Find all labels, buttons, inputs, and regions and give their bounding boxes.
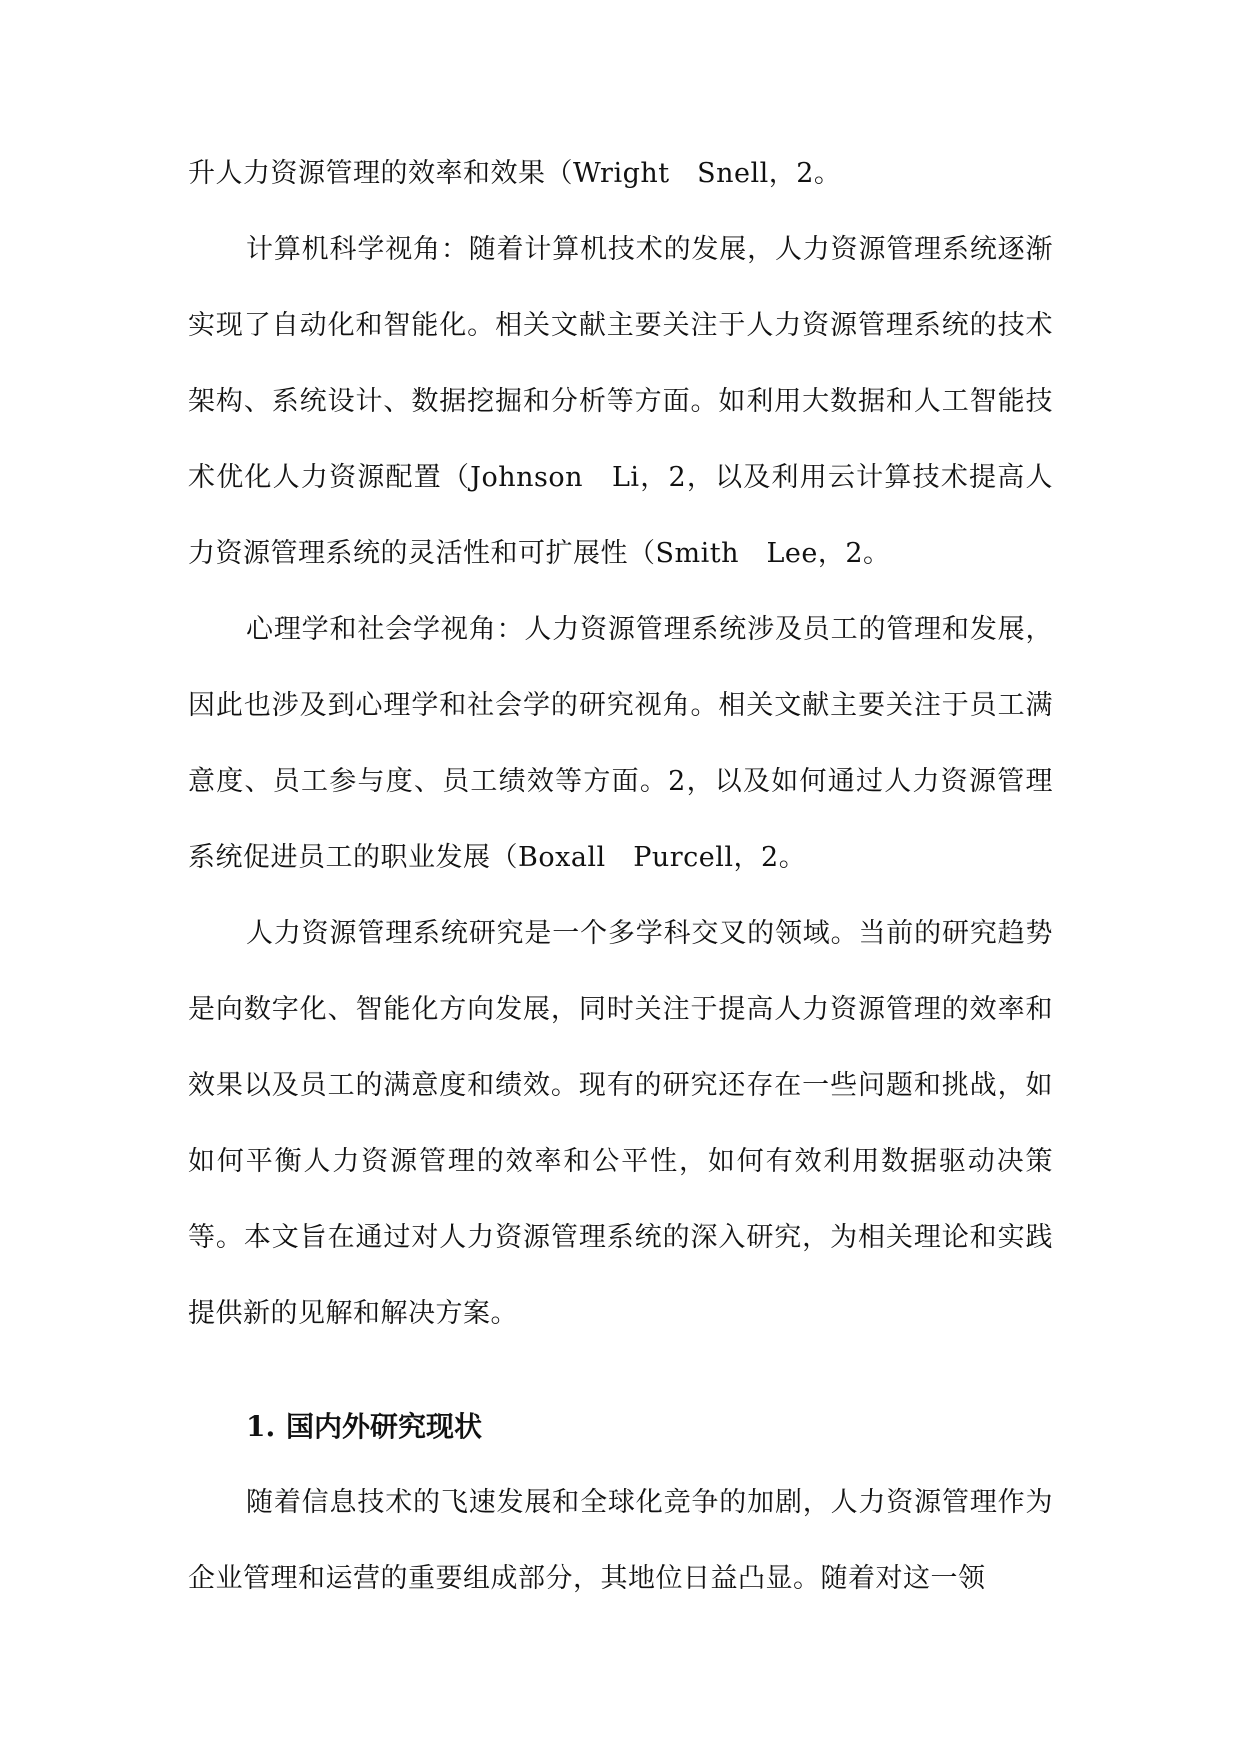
section-number: 1. <box>246 1410 276 1443</box>
summary-paragraph: 人力资源管理系统研究是一个多学科交叉的领域。当前的研究趋势是向数字化、智能化方向发展，同时关注于提高人力资源管理的效率和效果以及员工的满意度和绩效。现有的研究还存在一些问题和挑战，如如何平衡人力资源管理的效率和公平性，如何有效利用数据驱动决策等。本文旨在通过对人力资源管理系统的深入研究，为相关理论和实践提供新的见解和解决方案。 <box>188 918 1053 1329</box>
section-title: 国内外研究现状 <box>286 1410 483 1443</box>
document-content <box>188 136 1053 1617</box>
research-status-paragraph: 随着信息技术的飞速发展和全球化竞争的加剧，人力资源管理作为企业管理和运营的重要组成部分，其地位日益凸显。随着对这一领 <box>188 1487 1053 1594</box>
section-heading <box>188 1389 1053 1465</box>
psychology-sociology-paragraph: 心理学和社会学视角：人力资源管理系统涉及员工的管理和发展，因此也涉及到心理学和社会学的研究视角。相关文献主要关注于员工满意度、员工参与度、员工绩效等方面。2，以及如何通过人力资源管理系统促进员工的职业发展（Boxall Purcell，2。 <box>188 614 1053 873</box>
continued-paragraph: 升人力资源管理的效率和效果（Wright Snell，2。 <box>188 158 842 189</box>
computer-science-paragraph: 计算机科学视角：随着计算机技术的发展，人力资源管理系统逐渐实现了自动化和智能化。相关文献主要关注于人力资源管理系统的技术架构、系统设计、数据挖掘和分析等方面。如利用大数据和人工智能技术优化人力资源配置（Johnson Li，2，以及利用云计算技术提高人力资源管理系统的灵活性和可扩展性（Smith Lee，2。 <box>188 234 1053 569</box>
